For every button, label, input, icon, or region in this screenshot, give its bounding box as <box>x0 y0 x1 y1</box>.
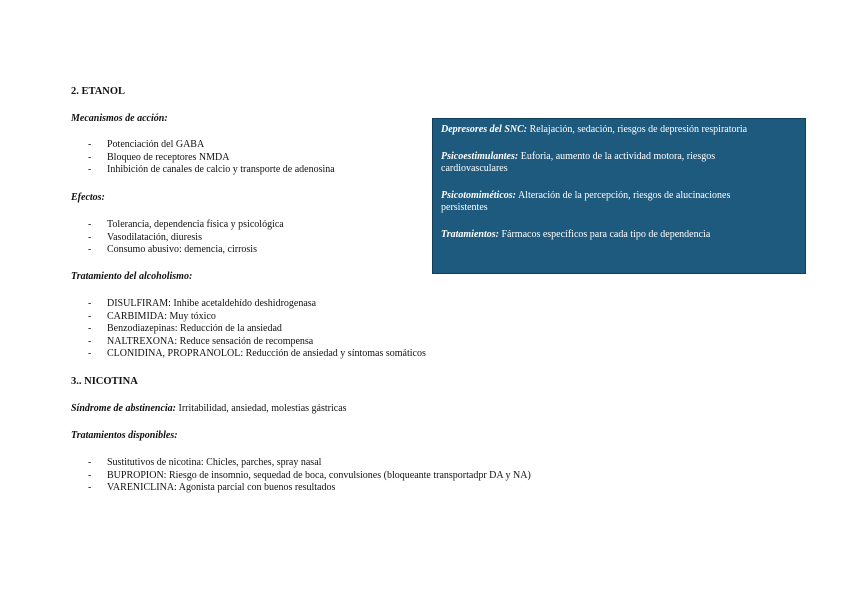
list-item: - Inhibición de canales de calcio y transporte de adenosina <box>71 164 335 177</box>
list-item: - Benzodiazepinas: Reducción de la ansiedad <box>71 323 426 336</box>
list-item: - BUPROPION: Riesgo de insomnio, sequedad de boca, convulsiones (bloqueante transportadpr DA y NA) <box>71 470 531 483</box>
box-item <box>441 124 797 137</box>
list-item: - CLONIDINA, PROPRANOLOL: Reducción de ansiedad y síntomas somáticos <box>71 348 426 361</box>
list-item: - VARENICLINA: Agonista parcial con buenos resultados <box>71 482 531 495</box>
abstinencia-line <box>71 403 347 416</box>
box-item-label: Psicoestimulantes: <box>441 150 519 162</box>
box-item-text: Fármacos específicos para cada tipo de dependencia <box>498 228 711 240</box>
box-item-text: Euforia, aumento de la actividad motora, riesgos cardiovasculares <box>441 150 716 174</box>
list-item: - Sustitutivos de nicotina: Chicles, parches, spray nasal <box>71 457 531 470</box>
list-item: - Tolerancia, dependencia física y psicológica <box>71 219 284 232</box>
mecanismos-list <box>71 139 335 177</box>
box-item-label: Depresores del SNC: <box>441 124 528 135</box>
list-item: - CARBIMIDA: Muy tóxico <box>71 311 426 324</box>
box-item-label: Tratamientos: <box>441 228 499 240</box>
list-item: - DISULFIRAM: Inhibe acetaldehído deshidrogenasa <box>71 298 426 311</box>
list-item: - Potenciación del GABA <box>71 139 335 152</box>
abstinencia-text: Irritabilidad, ansiedad, molestias gástricas <box>176 403 347 414</box>
box-item <box>441 229 797 242</box>
summary-box <box>432 118 806 274</box>
tratamiento-list <box>71 298 426 361</box>
mecanismos-heading: Mecanismos de acción: <box>71 113 168 124</box>
section-title-etanol: 2. ETANOL <box>71 86 126 97</box>
section-title-nicotina: 3.. NICOTINA <box>71 376 138 387</box>
box-item <box>441 190 771 215</box>
list-item: - Consumo abusivo: demencia, cirrosis <box>71 244 284 257</box>
list-item: - Vasodilatación, diuresis <box>71 232 284 245</box>
abstinencia-label: Síndrome de abstinencia: <box>71 403 177 414</box>
efectos-list <box>71 219 284 257</box>
tratamientos-heading: Tratamientos disponibles: <box>71 430 178 441</box>
box-item-label: Psicotomiméticos: <box>441 189 516 201</box>
list-item: - Bloqueo de receptores NMDA <box>71 152 335 165</box>
efectos-heading: Efectos: <box>71 192 105 203</box>
tratamientos-list <box>71 457 531 495</box>
box-item-text: Alteración de la percepción, riesgos de alucinaciones persistentes <box>441 189 731 213</box>
list-item: - NALTREXONA: Reduce sensación de recompensa <box>71 336 426 349</box>
box-item <box>441 151 771 176</box>
tratamiento-heading: Tratamiento del alcoholismo: <box>71 271 193 282</box>
box-item-text: Relajación, sedación, riesgos de depresión respiratoria <box>527 124 748 135</box>
